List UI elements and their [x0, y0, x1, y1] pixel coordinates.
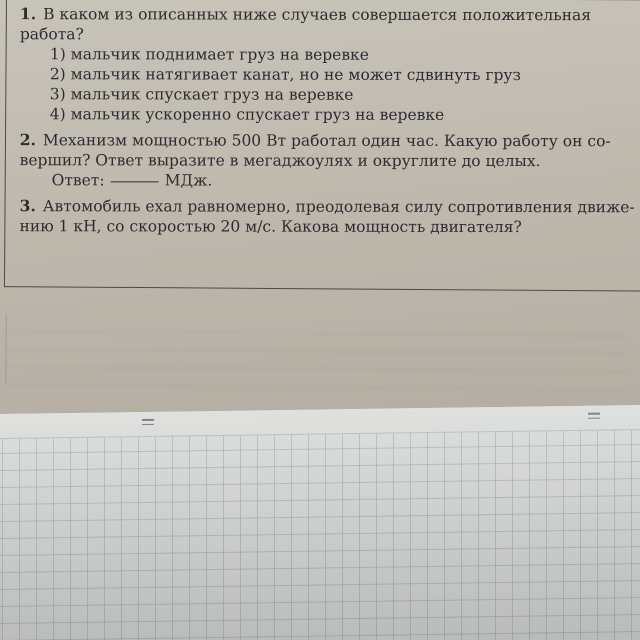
question-3-line-1: Автомобиль ехал равномерно, преодолевая силу сопротивления движе- — [42, 197, 635, 217]
question-2 — [20, 130, 610, 191]
question-1-option-4: 4) мальчик ускоренно спускает груз на веревке — [49, 105, 445, 124]
question-2-number: 2. — [19, 130, 36, 150]
questions-block — [19, 4, 635, 243]
question-3 — [19, 196, 635, 237]
question-1 — [20, 4, 610, 125]
question-1-option-1: 1) мальчик поднимает груз на веревке — [49, 45, 369, 64]
question-3-line-2: нию 1 кН, со скоростью 20 м/с. Какова мощность двигателя? — [19, 217, 522, 237]
question-2-line-1: Механизм мощностью 500 Вт работал один час. Какую работу он со- — [42, 131, 611, 151]
question-1-option-3: 3) мальчик спускает груз на веревке — [49, 85, 354, 104]
answer-label: Ответ: — [51, 171, 105, 190]
grid-notebook-page — [0, 405, 640, 640]
binding-mark-left — [142, 416, 154, 430]
question-1-line-2: работа? — [19, 25, 84, 44]
answer-row — [20, 170, 610, 191]
question-1-number: 1. — [19, 4, 37, 24]
answer-blank[interactable] — [111, 180, 159, 182]
answer-unit: МДж. — [164, 171, 213, 190]
binding-mark-right — [588, 410, 600, 424]
question-1-option-2: 2) мальчик натягивает канат, но не может сдвинуть груз — [49, 65, 522, 85]
question-3-number: 3. — [19, 196, 36, 216]
question-2-line-2: вершил? Ответ выразите в мегаджоулях и округлите до целых. — [19, 151, 541, 171]
show-through-text — [5, 326, 625, 390]
question-1-line-1: В каком из описанных ниже случаев совершается положительная — [43, 5, 592, 25]
